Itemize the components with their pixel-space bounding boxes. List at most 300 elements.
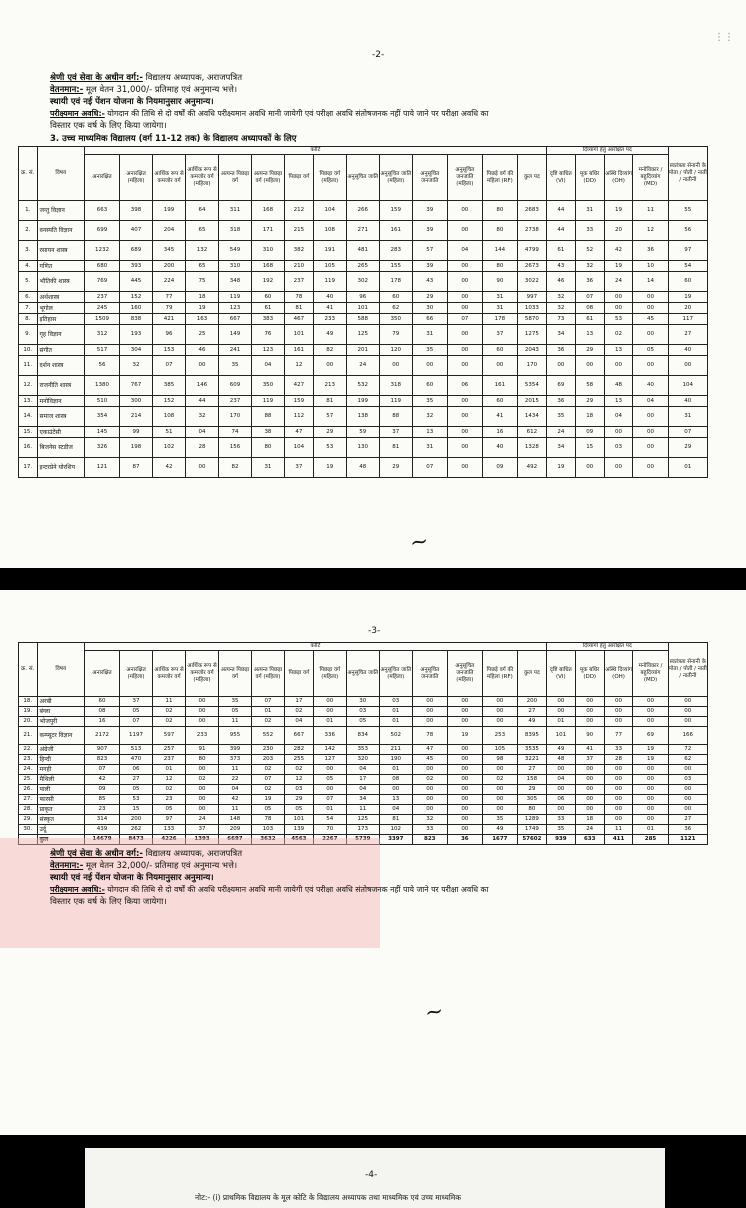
subject-cell: पाली	[37, 785, 84, 795]
value-cell: 348	[218, 272, 251, 292]
value-cell: 5354	[517, 376, 546, 396]
value-cell: 44	[546, 201, 575, 221]
signature: ~	[422, 998, 446, 1027]
value-cell: 06	[447, 376, 482, 396]
value-cell: 31	[575, 201, 604, 221]
value-cell: 224	[153, 272, 186, 292]
value-cell: 73	[546, 314, 575, 325]
value-cell: 54	[668, 261, 707, 272]
value-cell: 04	[633, 396, 668, 407]
serial-cell: 16.	[19, 438, 38, 458]
value-cell: 00	[412, 785, 447, 795]
value-cell: 33	[412, 825, 447, 835]
value-cell: 13	[379, 795, 412, 805]
value-cell: 145	[84, 427, 119, 438]
header-category-col: अत्यन्त पिछड़ा वर्ग	[218, 155, 251, 201]
value-cell: 54	[313, 815, 346, 825]
value-cell: 57	[412, 241, 447, 261]
value-cell: 597	[153, 727, 186, 745]
category-line: श्रेणी एवं सेवा के अधीन वर्ग:- विद्यालय अध्यापक, अराजपत्रित	[50, 849, 243, 859]
value-cell: 119	[379, 396, 412, 407]
value-cell: 171	[251, 221, 284, 241]
value-cell: 198	[120, 438, 153, 458]
value-cell: 00	[412, 717, 447, 727]
table-row	[19, 272, 708, 292]
subject-cell: भूगोल	[37, 303, 84, 314]
table-row	[19, 458, 708, 478]
value-cell: 00	[447, 707, 482, 717]
value-cell: 350	[379, 314, 412, 325]
page-number: -3-	[368, 626, 381, 636]
value-cell: 12	[284, 356, 313, 376]
value-cell: 01	[668, 458, 707, 478]
value-cell: 191	[313, 241, 346, 261]
value-cell: 445	[120, 272, 153, 292]
header-disabled-col: मूक बधिर (DD)	[575, 651, 604, 697]
value-cell: 04	[218, 785, 251, 795]
value-cell: 02	[284, 707, 313, 717]
value-cell: 60	[84, 697, 119, 707]
value-cell: 35	[412, 345, 447, 356]
note-line: नोट:- (i) प्राथमिक विद्यालय के मूल कोटि के विद्यालय अध्यापक तथा माध्यमिक एवं उच्च माध्यमिक	[195, 1193, 462, 1202]
value-cell: 44	[185, 396, 218, 407]
subject-cell: कम्प्यूटर विज्ञान	[37, 727, 84, 745]
value-cell: 283	[379, 241, 412, 261]
value-cell: 159	[379, 201, 412, 221]
value-cell: 00	[575, 775, 604, 785]
value-cell: 230	[251, 745, 284, 755]
value-cell: 265	[346, 261, 379, 272]
table-row	[19, 745, 708, 755]
header-category-col: अनारक्षित	[84, 651, 119, 697]
value-cell: 00	[575, 805, 604, 815]
subject-cell: कुल	[37, 835, 84, 845]
value-cell: 10	[633, 261, 668, 272]
value-cell: 32	[546, 303, 575, 314]
serial-cell: 26.	[19, 785, 38, 795]
value-cell: 163	[185, 314, 218, 325]
value-cell: 53	[313, 438, 346, 458]
value-cell: 00	[604, 765, 633, 775]
value-cell: 12	[633, 221, 668, 241]
value-cell: 00	[604, 292, 633, 303]
value-cell: 200	[120, 815, 153, 825]
value-cell: 345	[153, 241, 186, 261]
value-cell: 336	[313, 727, 346, 745]
subject-cell: रसायन शास्त्र	[37, 241, 84, 261]
value-cell: 13	[604, 396, 633, 407]
value-cell: 123	[218, 303, 251, 314]
subject-cell: मैथिली	[37, 775, 84, 785]
value-cell: 19	[313, 458, 346, 478]
value-cell: 190	[379, 755, 412, 765]
value-cell: 00	[604, 356, 633, 376]
value-cell: 161	[284, 345, 313, 356]
value-cell: 30	[412, 303, 447, 314]
value-cell: 05	[346, 717, 379, 727]
value-cell: 00	[447, 396, 482, 407]
value-cell: 82	[218, 458, 251, 478]
value-cell: 1393	[185, 835, 218, 845]
value-cell: 04	[546, 775, 575, 785]
value-cell: 06	[120, 765, 153, 775]
value-cell: 108	[153, 407, 186, 427]
header-disabled-col: अस्थि दिव्यांग (OH)	[604, 651, 633, 697]
value-cell: 354	[84, 407, 119, 427]
value-cell: 481	[346, 241, 379, 261]
value-cell: 97	[153, 815, 186, 825]
value-cell: 31	[412, 438, 447, 458]
value-cell: 00	[604, 717, 633, 727]
subject-cell: बंग्ला	[37, 707, 84, 717]
value-cell: 16	[84, 717, 119, 727]
value-cell: 25	[185, 325, 218, 345]
value-cell: 02	[153, 717, 186, 727]
value-cell: 209	[218, 825, 251, 835]
header-category-group: कोटि	[84, 147, 546, 155]
value-cell: 23	[84, 805, 119, 815]
value-cell: 07	[120, 717, 153, 727]
pension-line: स्थायी एवं नई पेंशन योजना के नियमानुसार अनुमान्य।	[50, 97, 214, 107]
header-disabled-col: दृष्टि बाधित (VI)	[546, 651, 575, 697]
value-cell: 00	[482, 765, 517, 775]
value-cell: 1197	[120, 727, 153, 745]
value-cell: 81	[284, 303, 313, 314]
value-cell: 00	[546, 805, 575, 815]
value-cell: 53	[120, 795, 153, 805]
value-cell: 60	[379, 292, 412, 303]
value-cell: 37	[185, 825, 218, 835]
value-cell: 907	[84, 745, 119, 755]
value-cell: 200	[153, 261, 186, 272]
value-cell: 38	[251, 427, 284, 438]
value-cell: 43	[412, 272, 447, 292]
value-cell: 05	[633, 345, 668, 356]
page-number: -2-	[372, 50, 385, 60]
value-cell: 00	[604, 785, 633, 795]
value-cell: 97	[668, 241, 707, 261]
subject-cell: एकाउंटेंसी	[37, 427, 84, 438]
value-cell: 02	[153, 707, 186, 717]
serial-cell: 13.	[19, 396, 38, 407]
value-cell: 65	[185, 221, 218, 241]
value-cell: 00	[633, 717, 668, 727]
header-category-col: आर्थिक रूप से कमजोर वर्ग	[153, 651, 186, 697]
value-cell: 1289	[517, 815, 546, 825]
value-cell: 52	[575, 241, 604, 261]
value-cell: 152	[153, 396, 186, 407]
value-cell: 53	[604, 314, 633, 325]
header-category-col: अनारक्षित	[84, 155, 119, 201]
value-cell: 08	[575, 303, 604, 314]
header-category-col: अनारक्षित (महिला)	[120, 651, 153, 697]
probation-line: परीक्ष्यमान अवधि:- योगदान की तिथि से दो वर्षों की अवधि परीक्ष्यमान अवधि मानी जायेगी एवं परीक्षा अवधि संतोषजनक नहीं पाये जाने पर परीक्षा अवधि का	[50, 109, 489, 118]
value-cell: 75	[185, 272, 218, 292]
value-cell: 19	[185, 303, 218, 314]
value-cell: 45	[412, 755, 447, 765]
subject-cell: हिन्दी	[37, 755, 84, 765]
value-cell: 612	[517, 427, 546, 438]
value-cell: 01	[313, 805, 346, 815]
value-cell: 04	[604, 407, 633, 427]
value-cell: 09	[575, 427, 604, 438]
value-cell: 470	[120, 755, 153, 765]
value-cell: 168	[251, 261, 284, 272]
value-cell: 513	[120, 745, 153, 755]
value-cell: 00	[447, 825, 482, 835]
header-category-col: पिछड़ा वर्ग (महिला)	[313, 155, 346, 201]
subject-cell: राजनीति शास्त्र	[37, 376, 84, 396]
value-cell: 11	[633, 201, 668, 221]
value-cell: 609	[218, 376, 251, 396]
table-row	[19, 427, 708, 438]
header-category-col: अनुसूचित जाति	[346, 155, 379, 201]
table-row	[19, 325, 708, 345]
header-freedom-fighter: स्वतंत्रता सेनानी के पोता / पोती / नाती / नातीनी	[668, 643, 707, 697]
value-cell: 51	[153, 427, 186, 438]
value-cell: 00	[575, 697, 604, 707]
subject-cell: भौतिकी शास्त्र	[37, 272, 84, 292]
value-cell: 00	[447, 745, 482, 755]
value-cell: 37	[120, 697, 153, 707]
value-cell: 161	[482, 376, 517, 396]
serial-cell: 25.	[19, 775, 38, 785]
value-cell: 40	[313, 292, 346, 303]
value-cell: 00	[412, 697, 447, 707]
value-cell: 13	[412, 427, 447, 438]
value-cell: 90	[482, 272, 517, 292]
value-cell: 07	[251, 697, 284, 707]
value-cell: 35	[546, 407, 575, 427]
value-cell: 160	[120, 303, 153, 314]
value-cell: 102	[379, 825, 412, 835]
value-cell: 00	[633, 407, 668, 427]
value-cell: 05	[284, 805, 313, 815]
value-cell: 69	[546, 376, 575, 396]
value-cell: 318	[379, 376, 412, 396]
value-cell: 77	[153, 292, 186, 303]
table-row	[19, 241, 708, 261]
value-cell: 305	[517, 795, 546, 805]
value-cell: 02	[185, 775, 218, 785]
value-cell: 00	[379, 356, 412, 376]
value-cell: 00	[633, 795, 668, 805]
value-cell: 00	[185, 697, 218, 707]
header-disabled-col: मनोविकार / बहुदिव्यांग (MD)	[633, 651, 668, 697]
value-cell: 00	[447, 775, 482, 785]
serial-cell: 22.	[19, 745, 38, 755]
value-cell: 00	[313, 707, 346, 717]
value-cell: 5870	[517, 314, 546, 325]
table-row	[19, 775, 708, 785]
value-cell: 350	[251, 376, 284, 396]
value-cell: 58	[575, 376, 604, 396]
value-cell: 255	[284, 755, 313, 765]
value-cell: 170	[517, 356, 546, 376]
value-cell: 00	[185, 765, 218, 775]
value-cell: 156	[218, 438, 251, 458]
value-cell: 43	[546, 261, 575, 272]
value-cell: 88	[251, 407, 284, 427]
value-cell: 40	[482, 438, 517, 458]
value-cell: 05	[153, 805, 186, 815]
value-cell: 48	[546, 755, 575, 765]
header-category-col: अनुसूचित जाति	[346, 651, 379, 697]
value-cell: 19	[633, 755, 668, 765]
value-cell: 18	[575, 407, 604, 427]
value-cell: 00	[447, 755, 482, 765]
value-cell: 33	[546, 815, 575, 825]
value-cell: 36	[447, 835, 482, 845]
value-cell: 834	[346, 727, 379, 745]
value-cell: 00	[668, 785, 707, 795]
value-cell: 96	[153, 325, 186, 345]
value-cell: 41	[482, 407, 517, 427]
value-cell: 61	[546, 241, 575, 261]
value-cell: 2172	[84, 727, 119, 745]
value-cell: 212	[284, 201, 313, 221]
value-cell: 16	[482, 427, 517, 438]
value-cell: 07	[153, 356, 186, 376]
value-cell: 4563	[284, 835, 313, 845]
value-cell: 393	[120, 261, 153, 272]
value-cell: 78	[284, 292, 313, 303]
value-cell: 48	[604, 376, 633, 396]
value-cell: 40	[633, 376, 668, 396]
value-cell: 27	[517, 707, 546, 717]
table-row	[19, 407, 708, 427]
table-row	[19, 765, 708, 775]
value-cell: 8473	[120, 835, 153, 845]
table-row	[19, 261, 708, 272]
header-category-col: कुल पद	[517, 155, 546, 201]
value-cell: 24	[575, 825, 604, 835]
subject-cell: गणित	[37, 261, 84, 272]
value-cell: 00	[447, 805, 482, 815]
more-options-icon[interactable]: ⋮⋮	[714, 32, 734, 43]
value-cell: 00	[668, 707, 707, 717]
value-cell: 1380	[84, 376, 119, 396]
value-cell: 105	[482, 745, 517, 755]
value-cell: 312	[84, 325, 119, 345]
value-cell: 55	[668, 201, 707, 221]
value-cell: 769	[84, 272, 119, 292]
value-cell: 152	[120, 292, 153, 303]
value-cell: 00	[668, 697, 707, 707]
value-cell: 133	[153, 825, 186, 835]
value-cell: 00	[447, 407, 482, 427]
value-cell: 32	[412, 815, 447, 825]
table-row	[19, 727, 708, 745]
value-cell: 300	[120, 396, 153, 407]
value-cell: 3221	[517, 755, 546, 765]
value-cell: 60	[482, 345, 517, 356]
value-cell: 87	[120, 458, 153, 478]
value-cell: 173	[346, 825, 379, 835]
value-cell: 32	[185, 407, 218, 427]
value-cell: 00	[633, 356, 668, 376]
value-cell: 304	[120, 345, 153, 356]
value-cell: 01	[313, 717, 346, 727]
value-cell: 05	[218, 707, 251, 717]
value-cell: 00	[604, 805, 633, 815]
value-cell: 07	[575, 292, 604, 303]
value-cell: 61	[251, 303, 284, 314]
value-cell: 383	[251, 314, 284, 325]
value-cell: 60	[412, 376, 447, 396]
subject-cell: संस्कृत	[37, 815, 84, 825]
value-cell: 233	[313, 314, 346, 325]
value-cell: 28	[604, 755, 633, 765]
pay-scale-line: वेतनमान:- मूल वेतन 31,000/- प्रतिमाह एवं अनुमान्य भत्ते।	[50, 85, 238, 95]
value-cell: 193	[120, 325, 153, 345]
value-cell: 237	[153, 755, 186, 765]
value-cell: 80	[482, 201, 517, 221]
category-line: श्रेणी एवं सेवा के अधीन वर्ग:- विद्यालय अध्यापक, अराजपत्रित	[50, 73, 243, 83]
value-cell: 35	[412, 396, 447, 407]
value-cell: 382	[284, 241, 313, 261]
table-row	[19, 805, 708, 815]
header-category-col: पिछड़ा वर्ग (महिला)	[313, 651, 346, 697]
value-cell: 18	[575, 815, 604, 825]
value-cell: 00	[633, 775, 668, 785]
value-cell: 314	[84, 815, 119, 825]
value-cell: 199	[153, 201, 186, 221]
value-cell: 667	[218, 314, 251, 325]
value-cell: 32	[546, 292, 575, 303]
value-cell: 02	[482, 775, 517, 785]
value-cell: 34	[546, 325, 575, 345]
value-cell: 102	[153, 438, 186, 458]
page-number: -4-	[365, 1170, 378, 1180]
value-cell: 07	[668, 427, 707, 438]
probation-extension-line: विस्तार एक वर्ष के लिए किया जायेगा।	[50, 121, 167, 131]
subject-cell: भोजपुरी	[37, 717, 84, 727]
value-cell: 245	[84, 303, 119, 314]
value-cell: 80	[482, 261, 517, 272]
value-cell: 467	[284, 314, 313, 325]
value-cell: 62	[668, 755, 707, 765]
table-row	[19, 438, 708, 458]
table-row	[19, 356, 708, 376]
table-row	[19, 825, 708, 835]
value-cell: 4799	[517, 241, 546, 261]
value-cell: 00	[604, 697, 633, 707]
serial-cell: 6.	[19, 292, 38, 303]
value-cell: 69	[633, 727, 668, 745]
value-cell: 203	[251, 755, 284, 765]
value-cell: 32	[120, 356, 153, 376]
value-cell: 24	[185, 815, 218, 825]
value-cell: 57	[313, 407, 346, 427]
value-cell: 201	[346, 345, 379, 356]
value-cell: 00	[447, 325, 482, 345]
value-cell: 421	[153, 314, 186, 325]
value-cell: 35	[218, 356, 251, 376]
value-cell: 00	[482, 697, 517, 707]
value-cell: 00	[575, 356, 604, 376]
value-cell: 00	[185, 717, 218, 727]
value-cell: 123	[251, 345, 284, 356]
value-cell: 00	[447, 717, 482, 727]
value-cell: 00	[604, 427, 633, 438]
value-cell: 532	[346, 376, 379, 396]
subject-cell: फारसी	[37, 795, 84, 805]
value-cell: 11	[218, 765, 251, 775]
value-cell: 42	[84, 775, 119, 785]
value-cell: 158	[517, 775, 546, 785]
value-cell: 22	[218, 775, 251, 785]
